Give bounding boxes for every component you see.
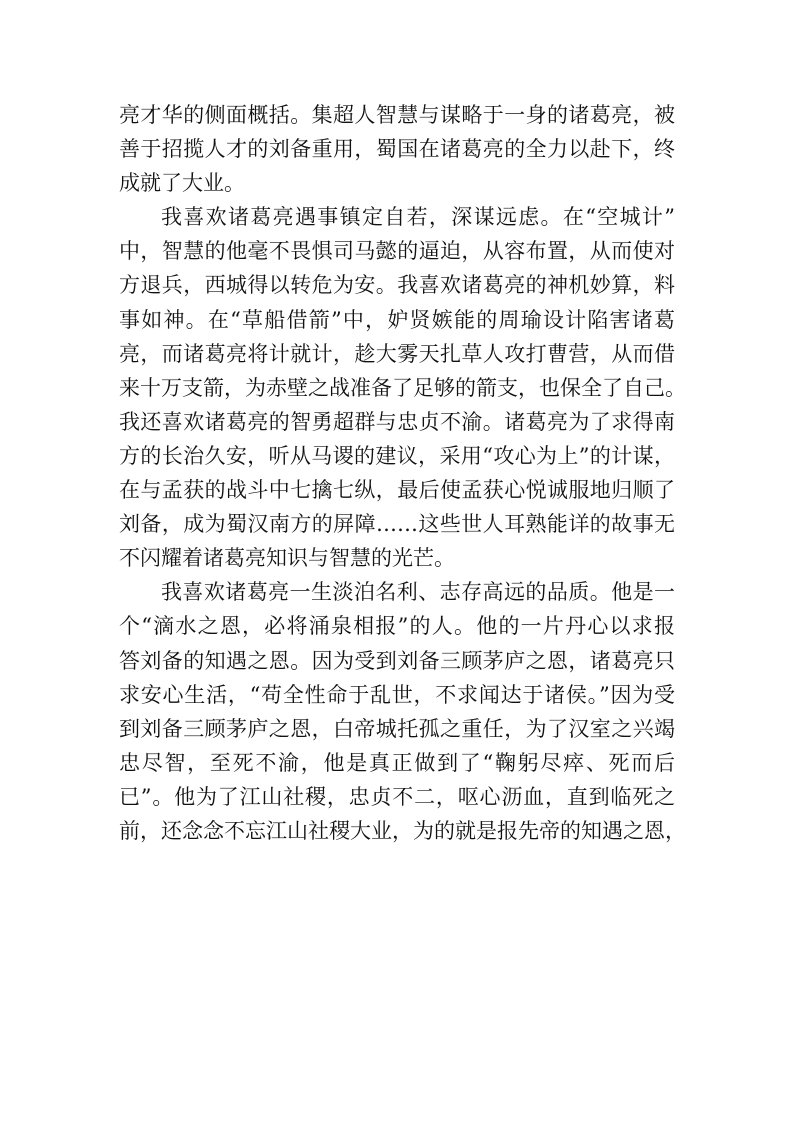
text-line: 不闪耀着诸葛亮知识与智慧的光芒。: [119, 546, 455, 571]
text-line: 亮才华的侧面概括。集超人智慧与谋略于一身的诸葛亮，被: [119, 103, 675, 127]
text-line: 方退兵，西城得以转危为安。我喜欢诸葛亮的神机妙算，料: [119, 273, 675, 298]
paragraph-2: [119, 200, 686, 575]
text-line: 方的长治久安，听从马谡的建议，采用“攻心为上”的计谋，: [119, 443, 675, 468]
text-line: 前，还念念不忘江山社稷大业，为的就是报先帝的知遇之恩，: [119, 818, 686, 843]
text-line: 我喜欢诸葛亮一生淡泊名利、志存高远的品质。他是一: [161, 580, 675, 605]
text-line: 已”。他为了江山社稷，忠贞不二，呕心沥血，直到临死之: [119, 784, 675, 809]
text-line: 答刘备的知遇之恩。因为受到刘备三顾茅庐之恩，诸葛亮只: [119, 648, 675, 673]
paragraph-3: [119, 575, 686, 848]
text-line: 中，智慧的他毫不畏惧司马懿的逼迫，从容布置，从而使对: [119, 239, 675, 264]
text-line: 我还喜欢诸葛亮的智勇超群与忠贞不渝。诸葛亮为了求得南: [119, 409, 675, 434]
text-line: 忠尽智，至死不渝，他是真正做到了“鞠躬尽瘁、死而后: [119, 750, 675, 775]
text-line: 亮，而诸葛亮将计就计，趁大雾天扎草人攻打曹营，从而借: [119, 341, 675, 366]
text-line: 在与孟获的战斗中七擒七纵，最后使孟获心悦诚服地归顺了: [119, 478, 675, 503]
text-line: 成就了大业。: [119, 171, 245, 196]
text-line: 刘备，成为蜀汉南方的屏障……这些世人耳熟能详的故事无: [119, 512, 675, 537]
paragraph-1: [119, 98, 675, 200]
text-line: 来十万支箭，为赤壁之战准备了足够的箭支，也保全了自己。: [119, 375, 686, 400]
text-line: 求安心生活，“苟全性命于乱世，不求闻达于诸侯。”因为受: [119, 682, 675, 707]
text-line: 事如神。在“草船借箭”中，妒贤嫉能的周瑜设计陷害诸葛: [119, 307, 675, 332]
text-line: 个“滴水之恩，必将涌泉相报”的人。他的一片丹心以求报: [119, 614, 675, 639]
text-line: 到刘备三顾茅庐之恩，白帝城托孤之重任，为了汉室之兴竭: [119, 716, 675, 741]
essay-body: [119, 98, 686, 848]
text-line: 我喜欢诸葛亮遇事镇定自若，深谋远虑。在“空城计”: [161, 205, 675, 230]
text-line: 善于招揽人才的刘备重用，蜀国在诸葛亮的全力以赴下，终: [119, 137, 675, 162]
